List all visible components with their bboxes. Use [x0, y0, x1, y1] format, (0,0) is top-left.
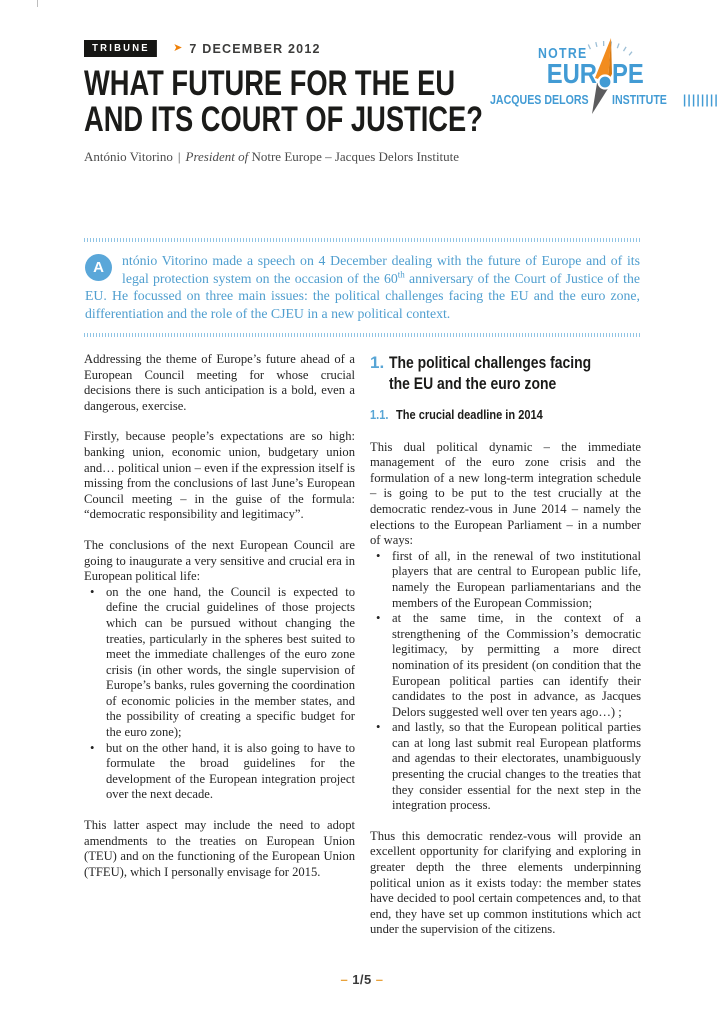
- bullet-list: [370, 549, 641, 814]
- page-title-line-1: WHAT FUTURE FOR THE EU: [84, 64, 456, 103]
- article-body: [84, 352, 641, 953]
- bullet-marker: •: [376, 720, 381, 735]
- paragraph: This latter aspect may include the need to adopt amendments to the treaties on European Union (TEU) and on the functioning of the European Union (TFEU), which I personally envisage for 2015.: [84, 818, 355, 879]
- byline-separator: |: [177, 149, 181, 164]
- bullet-text: first of all, in the renewal of two institutional players that are central to European public life, namely the European parliamentarians and the members of the European Commission;: [392, 548, 641, 610]
- author-organization: Notre Europe – Jacques Delors Institute: [251, 149, 460, 164]
- bullet-marker: •: [376, 611, 381, 626]
- summary-bottom-border: [84, 333, 641, 337]
- subsection-number: 1.1.: [370, 407, 389, 422]
- logo-word-notre: NOTRE: [538, 46, 588, 62]
- header-kicker-row: [84, 40, 321, 57]
- summary-text: [84, 242, 641, 333]
- paragraph: Addressing the theme of Europe’s future ahead of a European Council meeting for whose crucial decisions there is such anticipation is a bold, even a dangerous, exercise.: [84, 352, 355, 413]
- bullet-marker: •: [90, 740, 95, 755]
- bullet-text: but on the other hand, it is also going to have to formulate the broad guidelines for the development of the European integration project over the next decade.: [106, 740, 355, 802]
- publication-date: 7 DECEMBER 2012: [189, 41, 321, 56]
- section-number: 1.: [370, 353, 385, 372]
- bullet-marker: •: [376, 548, 381, 563]
- section-title-line-2: the EU and the euro zone: [389, 374, 557, 393]
- bullet-item: [84, 585, 355, 741]
- subsection-heading: [370, 407, 641, 423]
- subsection-title: The crucial deadline in 2014: [395, 407, 543, 422]
- page-title-line-2: AND ITS COURT OF JUSTICE?: [84, 100, 483, 139]
- logo-bars-icon: ||||||||: [683, 93, 719, 107]
- bullet-text: on the one hand, the Council is expected to define the crucial guidelines of those projects which can be pursued without changing the treaties, particularly in the spheres best suited to meet the immediate challenges of the euro zone crisis (in other words, the single supervision of Europe’s banks, rules governing the coordination of economic policies in the member states, and the possibility of creating a specific budget for the euro zone);: [106, 584, 355, 740]
- logo-institute: INSTITUTE: [612, 93, 667, 107]
- logo-word-pe: PE: [612, 58, 644, 89]
- paragraph: The conclusions of the next European Council are going to inaugurate a very sensitive and crucial era in European political life:: [84, 537, 355, 584]
- footer-left-dash: –: [340, 972, 349, 987]
- bullet-item: [370, 611, 641, 720]
- footer-right-dash: –: [375, 972, 384, 987]
- byline: [84, 149, 459, 165]
- notre-europe-logo: [486, 28, 718, 118]
- logo-jacques-delors: JACQUES DELORS: [490, 93, 589, 107]
- page-number: 1/5: [352, 972, 372, 987]
- dropcap-badge: A: [85, 254, 112, 281]
- bullet-item: [370, 720, 641, 814]
- right-column: [370, 352, 641, 953]
- crop-mark: [37, 0, 38, 7]
- paragraph: Thus this democratic rendez-vous will provide an excellent opportunity for clarifying and exploring in greater depth the three elements underpinning political union as it exists today: the member states have decided to pool certain competences and, to that end, they have set up common institutions which act under the supervision of the citizens.: [370, 828, 641, 937]
- logo-word-eur: EUR: [546, 58, 597, 89]
- summary-box: [84, 238, 641, 337]
- bullet-marker: •: [90, 584, 95, 599]
- bullet-text: at the same time, in the context of a strengthening of the Commission’s democratic legitimacy, by permitting a more direct nomination of its president (on condition that the European political parties can identify their candidates to the post in advance, as Jacques Delors suggested well over ten years ago…) ;: [392, 611, 641, 719]
- bullet-item: [370, 549, 641, 611]
- section-title: [389, 352, 636, 394]
- section-title-line-1: The political challenges facing: [389, 353, 592, 372]
- author-role: President of: [185, 149, 249, 164]
- date-arrow-icon: ➤: [173, 42, 183, 54]
- tribune-badge: TRIBUNE: [84, 40, 157, 57]
- summary-text-part1: ntónio Vitorino made a speech on 4 December dealing with the future of Europe and of its legal protection system on the occasion of the 60: [122, 253, 640, 286]
- page-footer: [0, 972, 724, 987]
- summary-ordinal-sup: th: [397, 268, 405, 279]
- section-heading: [370, 352, 641, 394]
- left-column: [84, 352, 355, 953]
- bullet-list: [84, 585, 355, 803]
- paragraph: This dual political dynamic – the immediate management of the euro zone crisis and the formulation of a new long-term integration schedule – is going to be put to the test crucially at the democratic rendez-vous in June 2014 – namely the elections to the European Parliament – in a number of ways:: [370, 439, 641, 548]
- bullet-item: [84, 741, 355, 803]
- paragraph: Firstly, because people’s expectations are so high: banking union, economic union, budgetary union and… political union – even if the expression itself is missing from the conclusions of last June’s European Council meeting – in the guise of the formula: “democratic responsibility and legitimacy”.: [84, 429, 355, 522]
- bullet-text: and lastly, so that the European political parties can at long last submit real European platforms and agendas to their electorates, unambiguously presenting the crucial changes to the treaties that they consider essential for the next step in the integration process.: [392, 720, 641, 813]
- author-name: António Vitorino: [84, 149, 173, 164]
- summary-text-part2: anniversary of the Court of Justice of the EU. He focussed on three main issues: the political challenges facing the EU and the euro zone, differentiation and the role of the CJEU in a new political context.: [85, 270, 640, 321]
